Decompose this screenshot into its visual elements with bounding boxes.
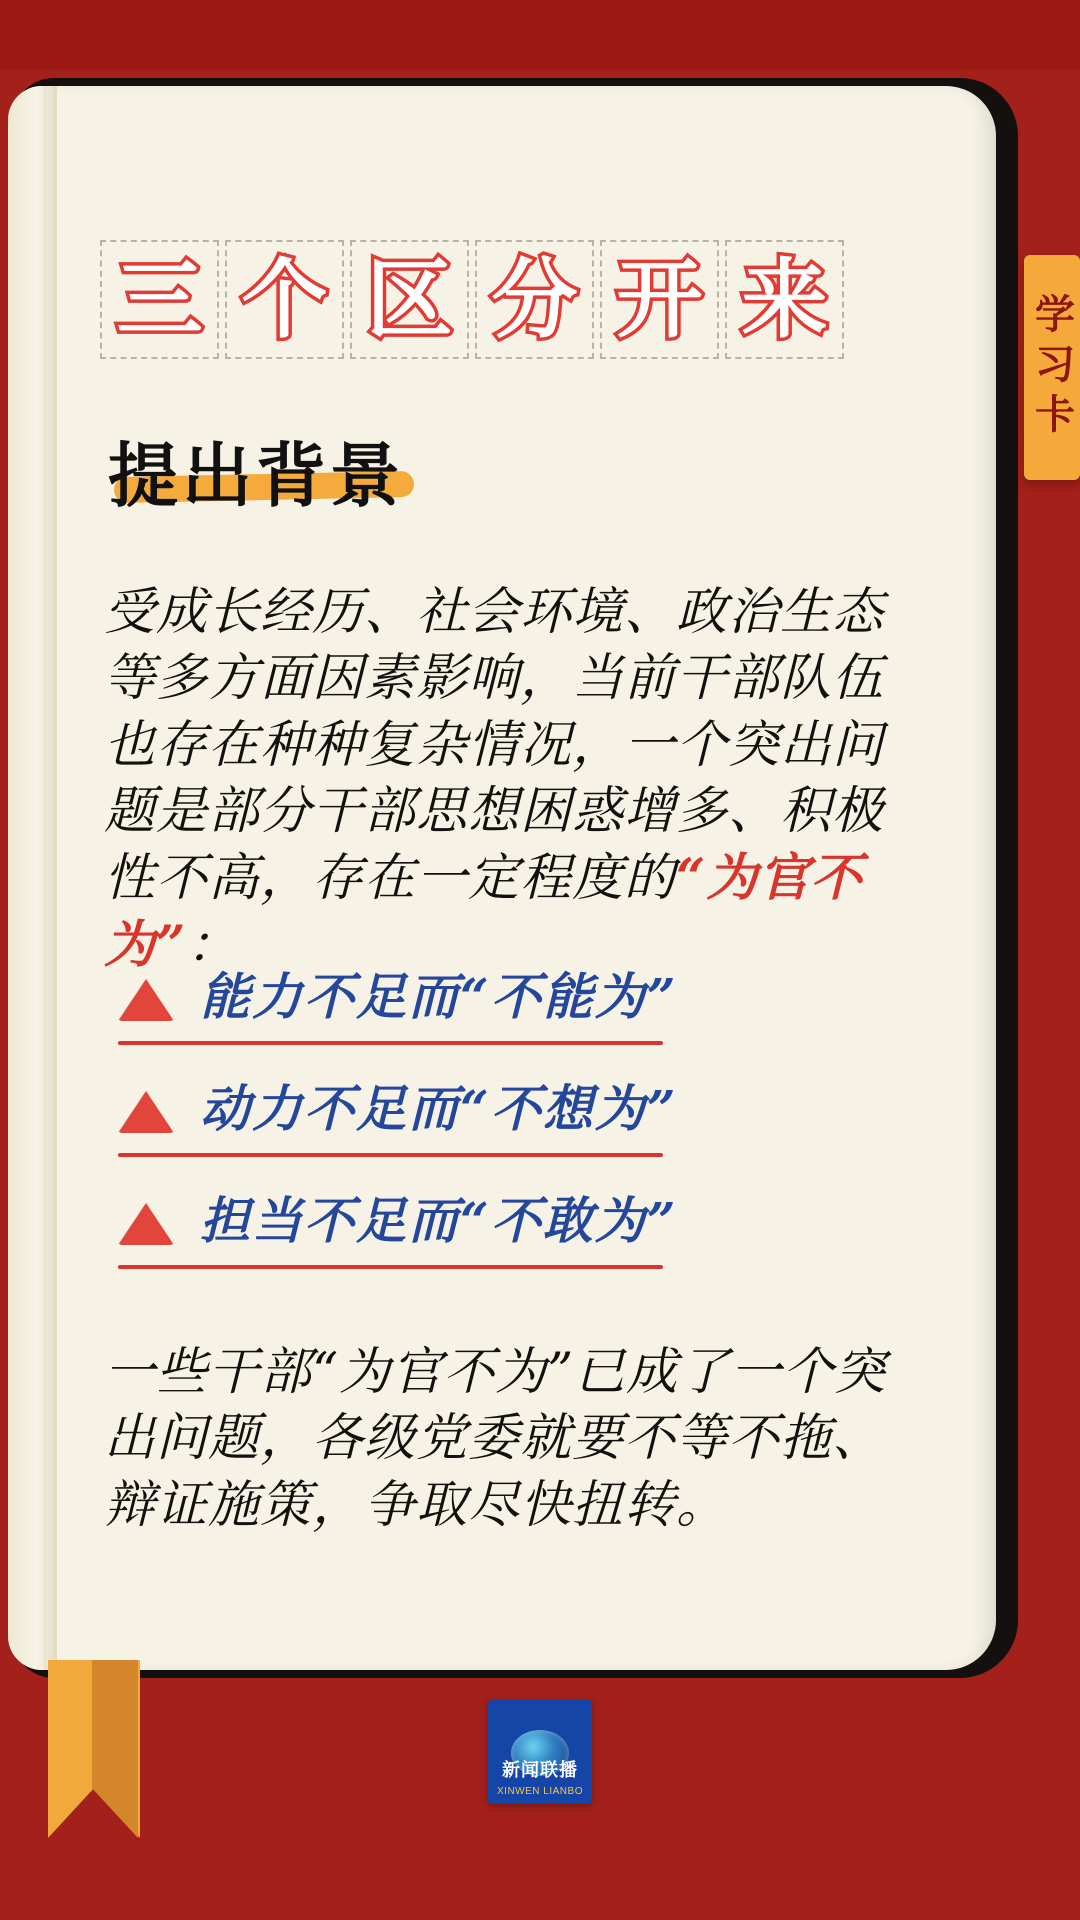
page-title: 提出背景	[108, 435, 404, 517]
bullet-list	[118, 955, 818, 1291]
logo-label-cn: 新闻联播	[502, 1760, 578, 1781]
title-char: 区	[366, 248, 453, 350]
title-char: 分	[491, 248, 578, 350]
side-tab-study-card[interactable]	[1024, 255, 1080, 480]
title-cell	[100, 240, 219, 359]
title-cell	[600, 240, 719, 359]
list-item	[118, 955, 818, 1067]
list-item-label: 能力不足而“不能为”	[200, 967, 678, 1026]
title-char: 三	[116, 248, 203, 350]
list-item-label: 动力不足而“不想为”	[200, 1079, 678, 1138]
list-item-underline	[118, 1041, 663, 1045]
bookmark-ribbon-shadow	[92, 1660, 138, 1838]
closing-paragraph: 一些干部“为官不为”已成了一个突出问题，各级党委就要不等不拖、辩证施策，争取尽快扭转。	[104, 1343, 887, 1535]
list-item-underline	[118, 1153, 663, 1157]
intro-paragraph-tail: ：	[186, 916, 239, 976]
list-item	[118, 1067, 818, 1179]
title-cell	[725, 240, 844, 359]
side-tab-label: 学习卡	[1028, 292, 1076, 443]
intro-paragraph	[104, 580, 904, 980]
paper-edge-shading	[970, 86, 996, 1670]
triangle-marker-icon	[118, 1091, 174, 1133]
title-cell	[475, 240, 594, 359]
title-character-grid	[100, 240, 850, 359]
list-item-label: 担当不足而“不敢为”	[200, 1191, 678, 1250]
title-cell	[350, 240, 469, 359]
title-char: 来	[741, 248, 828, 350]
triangle-marker-icon	[118, 1203, 174, 1245]
xinwen-lianbo-logo	[488, 1700, 592, 1804]
title-char: 开	[616, 248, 703, 350]
intro-paragraph-lead: 受成长经历、社会环境、政治生态等多方面因素影响，当前干部队伍也存在种种复杂情况，一个突出问题是部分干部思想困惑增多、积极性不高，存在一定程度的	[104, 583, 885, 909]
title-cell	[225, 240, 344, 359]
section-heading-block	[108, 420, 528, 516]
intro-paragraph-emphasis: “为官不为”	[104, 848, 863, 976]
triangle-marker-icon	[118, 979, 174, 1021]
list-item	[118, 1179, 818, 1291]
logo-label-en: XINWEN LIANBO	[497, 1786, 583, 1797]
list-item-underline	[118, 1265, 663, 1269]
title-char: 个	[241, 248, 328, 350]
notebook-binding	[8, 86, 57, 1670]
